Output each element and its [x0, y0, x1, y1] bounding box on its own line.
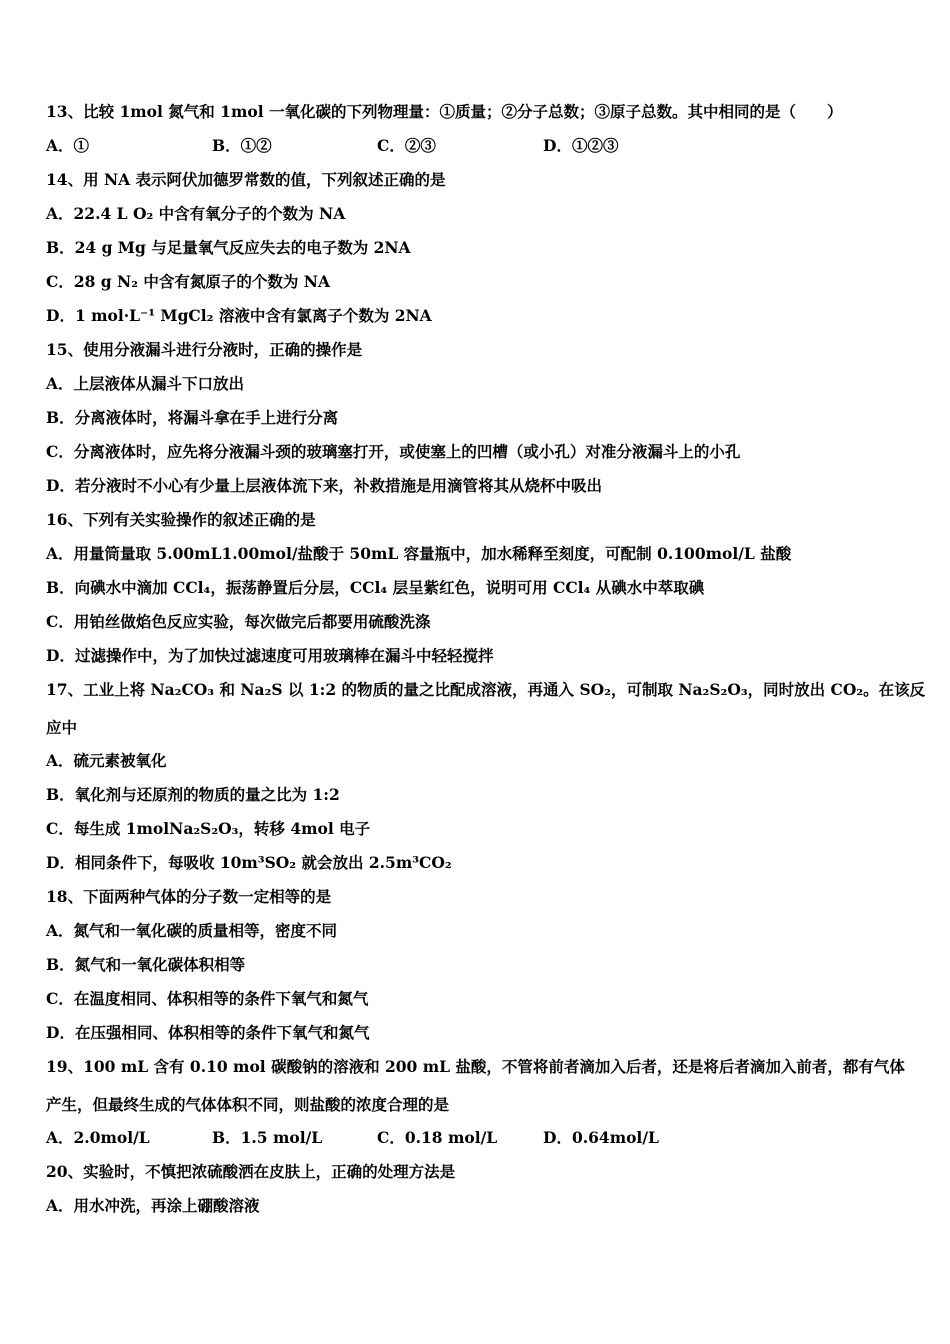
question-16-option-a: A．用量筒量取 5.00mL1.00mol/盐酸于 50mL 容量瓶中，加水稀释至刻度，可配制 0.100mol/L 盐酸 — [46, 544, 792, 563]
question-16-option-d: D．过滤操作中，为了加快过滤速度可用玻璃棒在漏斗中轻轻搅拌 — [46, 646, 494, 665]
question-15-option-a: A．上层液体从漏斗下口放出 — [46, 374, 245, 393]
question-14-stem: 14、用 NA 表示阿伏加德罗常数的值，下列叙述正确的是 — [46, 170, 446, 189]
question-18-option-a: A．氮气和一氧化碳的质量相等，密度不同 — [46, 921, 338, 940]
option-a: A．① — [46, 136, 90, 155]
question-14-option-a: A．22.4 L O₂ 中含有氧分子的个数为 NA — [46, 204, 346, 223]
question-17-option-d: D．相同条件下，每吸收 10m³SO₂ 就会放出 2.5m³CO₂ — [46, 853, 452, 872]
question-15-option-d: D．若分液时不小心有少量上层液体流下来，补救措施是用滴管将其从烧杯中吸出 — [46, 476, 602, 495]
question-17-option-b: B．氧化剂与还原剂的物质的量之比为 1:2 — [46, 785, 340, 804]
option-c: C．0.18 mol/L — [377, 1128, 498, 1147]
option-b: B．①② — [212, 136, 272, 155]
option-b: B．1.5 mol/L — [212, 1128, 323, 1147]
question-19-stem-cont: 产生，但最终生成的气体体积不同，则盐酸的浓度合理的是 — [46, 1095, 450, 1114]
option-d: D．①②③ — [543, 136, 619, 155]
question-16-option-c: C．用铂丝做焰色反应实验，每次做完后都要用硫酸洗涤 — [46, 612, 431, 631]
question-15-option-b: B．分离液体时，将漏斗拿在手上进行分离 — [46, 408, 339, 427]
question-20-stem: 20、实验时，不慎把浓硫酸洒在皮肤上，正确的处理方法是 — [46, 1162, 456, 1181]
option-c: C．②③ — [377, 136, 436, 155]
question-17-option-a: A．硫元素被氧化 — [46, 751, 167, 770]
question-18-stem: 18、下面两种气体的分子数一定相等的是 — [46, 887, 332, 906]
question-18-option-b: B．氮气和一氧化碳体积相等 — [46, 955, 246, 974]
question-17-stem: 17、工业上将 Na₂CO₃ 和 Na₂S 以 1:2 的物质的量之比配成溶液，再通入 SO₂，可制取 Na₂S₂O₃，同时放出 CO₂。在该反 — [46, 680, 926, 699]
question-18-option-c: C．在温度相同、体积相等的条件下氧气和氮气 — [46, 989, 369, 1008]
question-15-option-c: C．分离液体时，应先将分液漏斗颈的玻璃塞打开，或使塞上的凹槽（或小孔）对准分液漏斗上的小孔 — [46, 442, 741, 461]
question-20-option-a: A．用水冲洗，再涂上硼酸溶液 — [46, 1196, 260, 1215]
question-17-stem-cont: 应中 — [46, 718, 78, 737]
question-14-option-b: B．24 g Mg 与足量氧气反应失去的电子数为 2NA — [46, 238, 411, 257]
question-16-option-b: B．向碘水中滴加 CCl₄，振荡静置后分层，CCl₄ 层呈紫红色，说明可用 CCl₄ 从碘水中萃取碘 — [46, 578, 705, 597]
question-14-option-c: C．28 g N₂ 中含有氮原子的个数为 NA — [46, 272, 330, 291]
question-14-option-d: D．1 mol·L⁻¹ MgCl₂ 溶液中含有氯离子个数为 2NA — [46, 306, 432, 325]
question-19-stem: 19、100 mL 含有 0.10 mol 碳酸钠的溶液和 200 mL 盐酸，不管将前者滴加入后者，还是将后者滴加入前者，都有气体 — [46, 1057, 905, 1076]
question-15-stem: 15、使用分液漏斗进行分液时，正确的操作是 — [46, 340, 363, 359]
option-a: A．2.0mol/L — [46, 1128, 150, 1147]
question-18-option-d: D．在压强相同、体积相等的条件下氧气和氮气 — [46, 1023, 370, 1042]
question-13-stem: 13、比较 1mol 氮气和 1mol 一氧化碳的下列物理量：①质量；②分子总数；③原子总数。其中相同的是（ ） — [46, 102, 843, 121]
option-d: D．0.64mol/L — [543, 1128, 659, 1147]
question-16-stem: 16、下列有关实验操作的叙述正确的是 — [46, 510, 316, 529]
question-17-option-c: C．每生成 1molNa₂S₂O₃，转移 4mol 电子 — [46, 819, 371, 838]
